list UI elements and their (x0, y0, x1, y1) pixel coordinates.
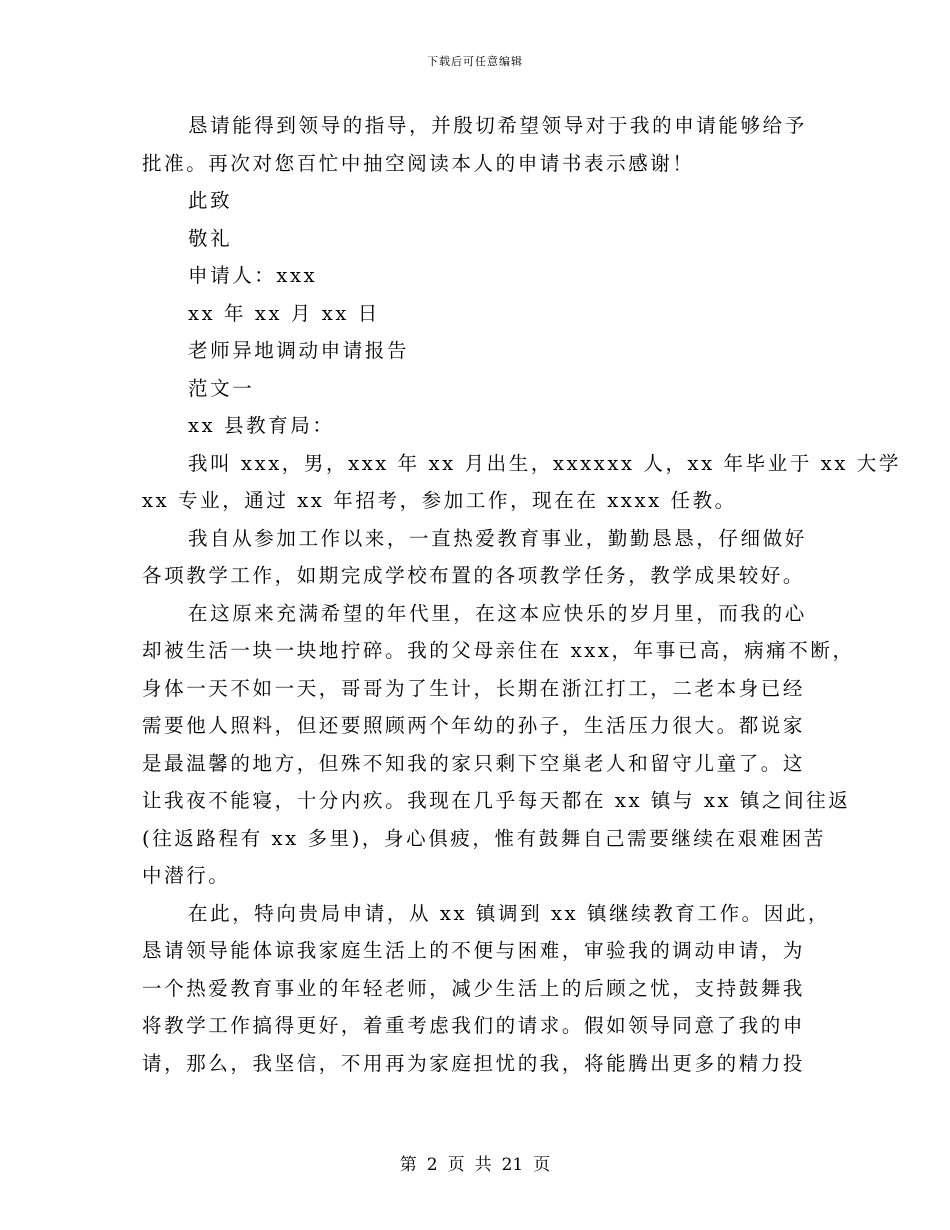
paragraph-line: 各项教学工作，如期完成学校布置的各项教学任务，教学成果较好。 (142, 564, 806, 587)
paragraph-line: 却被生活一块一块地拧碎。我的父母亲住在 xxx，年事已高，病痛不断， (142, 639, 855, 662)
paragraph-line: 需要他人照料，但还要照顾两个年幼的孙子，生活压力很大。都说家 (142, 714, 806, 737)
paragraph-line: 批准。再次对您百忙中抽空阅读本人的申请书表示感谢！ (142, 151, 695, 175)
paragraph-line: 中潜行。 (142, 864, 231, 887)
paragraph-line: 请，那么，我坚信，不用再为家庭担忧的我，将能腾出更多的精力投 (142, 1051, 806, 1075)
footer-page-label: 页 (447, 1155, 465, 1175)
paragraph-line: 敬礼 (188, 226, 233, 250)
page-footer (0, 1154, 950, 1176)
paragraph-line: xx 专业，通过 xx 年招考，参加工作，现在在 xxxx 任教。 (142, 489, 737, 512)
paragraph-line: 恳请能得到领导的指导，并殷切希望领导对于我的申请能够给予 (188, 114, 807, 137)
footer-suffix: 页 (533, 1155, 551, 1175)
page-header: 下载后可任意编辑 (427, 55, 523, 68)
paragraph-line: 我叫 xxx，男，xxx 年 xx 月出生，xxxxxx 人，xx 年毕业于 xx 大学 (188, 451, 901, 475)
paragraph-line: 将教学工作搞得更好，着重考虑我们的请求。假如领导同意了我的申 (142, 1014, 806, 1037)
paragraph-line: 老师异地调动申请报告 (188, 339, 410, 362)
paragraph-line: 是最温馨的地方，但殊不知我的家只剩下空巢老人和留守儿童了。这 (142, 751, 806, 775)
paragraph-line: 恳请领导能体谅我家庭生活上的不便与困难，审验我的调动申请，为 (142, 939, 806, 962)
paragraph-line: 在此，特向贵局申请，从 xx 镇调到 xx 镇继续教育工作。因此， (188, 901, 831, 925)
page-number-current: 2 (426, 1155, 438, 1175)
paragraph-line: 此致 (188, 189, 233, 212)
paragraph-line: 在这原来充满希望的年代里，在这本应快乐的岁月里，而我的心 (188, 601, 807, 625)
footer-total-label: 共 (474, 1155, 492, 1175)
paragraph-line: 我自从参加工作以来，一直热爱教育事业，勤勤恳恳，仔细做好 (188, 526, 807, 550)
paragraph-line: 让我夜不能寝，十分内疚。我现在几乎每天都在 xx 镇与 xx 镇之间往返 (142, 789, 851, 812)
document-body (142, 107, 901, 1082)
paragraph-line: xx 年 xx 月 xx 日 (188, 301, 380, 325)
paragraph-line: xx 县教育局： (188, 414, 335, 437)
paragraph-line: 申请人：xxx (188, 264, 318, 287)
paragraph-line: 身体一天不如一天，哥哥为了生计，长期在浙江打工，二老本身已经 (142, 676, 806, 700)
page-number-total: 21 (501, 1155, 524, 1175)
paragraph-line: 一个热爱教育事业的年轻老师，减少生活上的后顾之忧，支持鼓舞我 (142, 976, 806, 1000)
paragraph-line: (往返路程有 xx 多里)，身心俱疲，惟有鼓舞自己需要继续在艰难困苦 (142, 826, 827, 850)
footer-prefix: 第 (399, 1155, 417, 1175)
paragraph-line: 范文一 (188, 376, 255, 400)
